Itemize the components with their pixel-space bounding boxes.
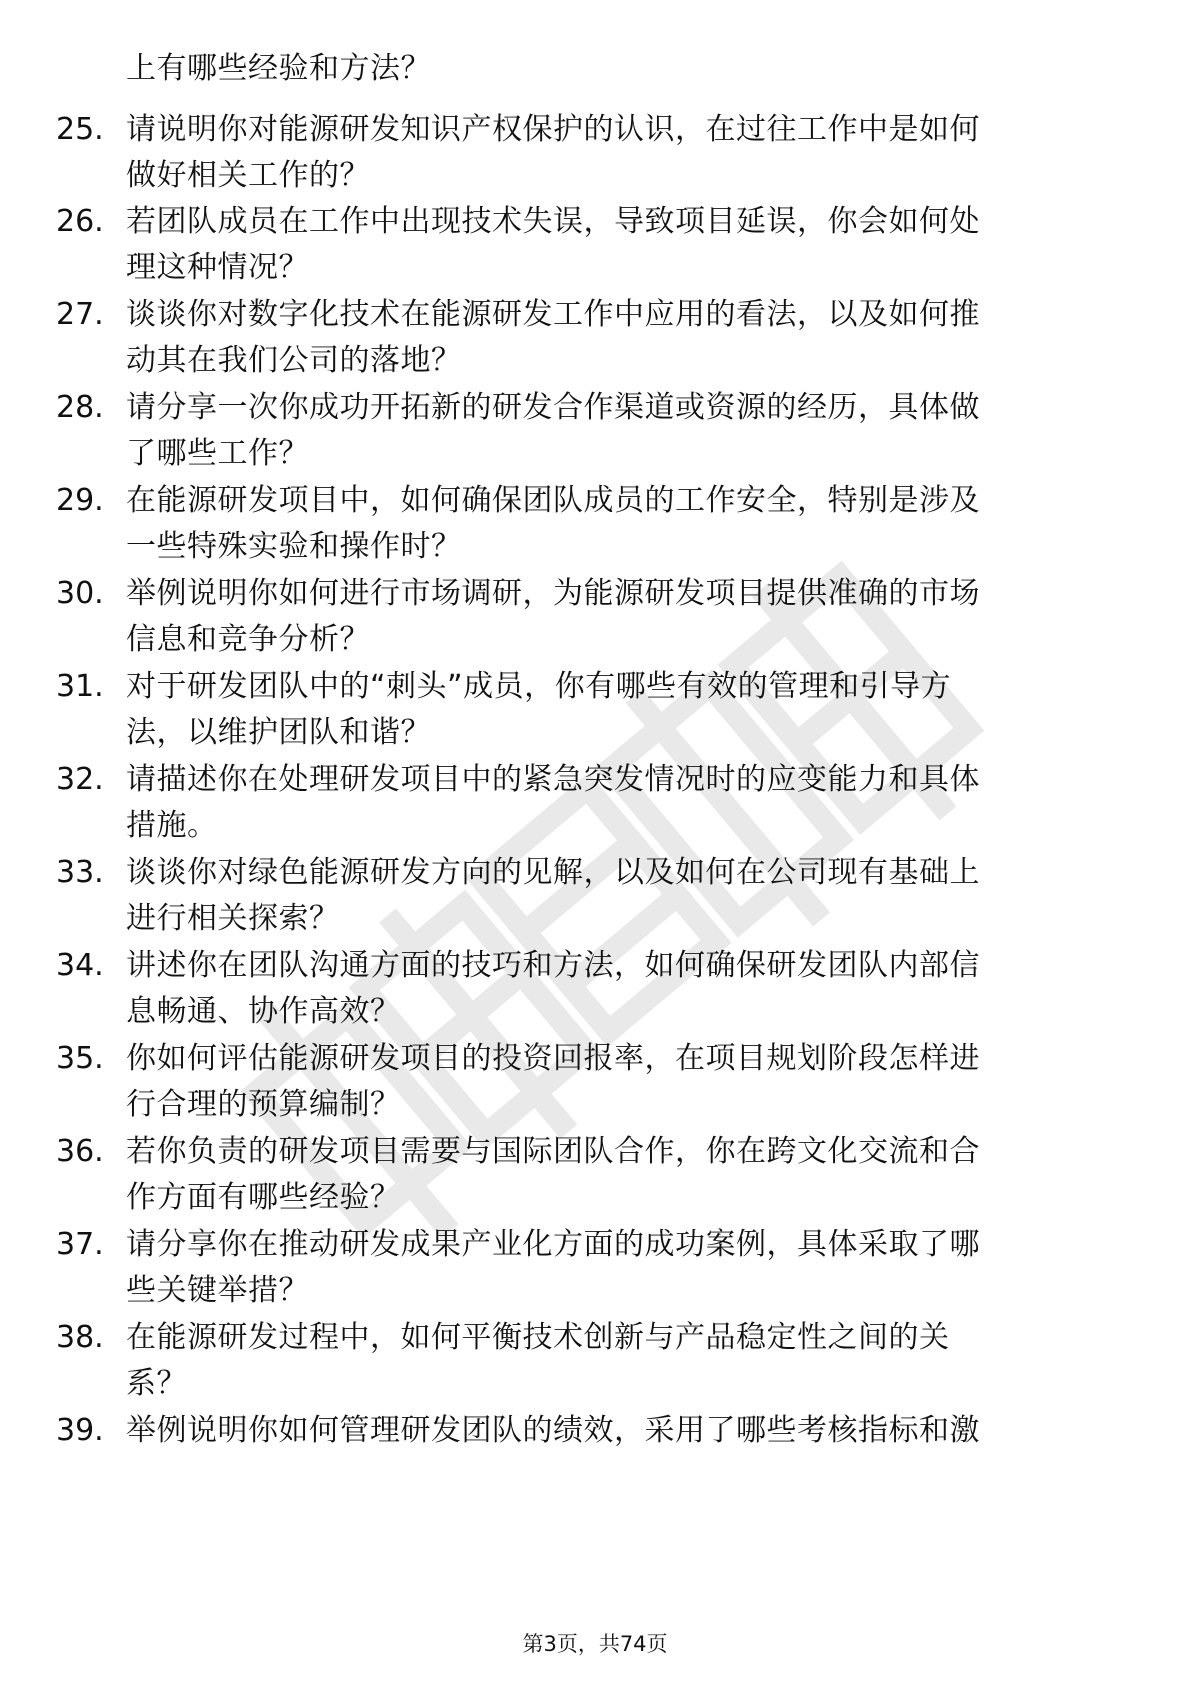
item-text-line: 系？: [126, 1366, 187, 1401]
item-text-line: 息畅通、协作高效？: [126, 994, 401, 1029]
item-text: [126, 943, 1146, 1035]
item-text: [126, 1036, 1146, 1128]
item-text-line: 做好相关工作的？: [126, 158, 370, 193]
item-number: 28.: [56, 390, 104, 425]
item-number: 37.: [56, 1227, 104, 1262]
item-number: 33.: [56, 855, 104, 890]
item-text-line: 行合理的预算编制？: [126, 1087, 401, 1122]
item-number: 38.: [56, 1320, 104, 1355]
item-text: [126, 1222, 1146, 1314]
item-text-line: 些关键举措？: [126, 1273, 309, 1308]
item-text: [126, 292, 1146, 384]
item-text-line: 理这种情况？: [126, 250, 309, 285]
item-text-line: 请分享一次你成功开拓新的研发合作渠道或资源的经历，具体做: [126, 390, 980, 425]
item-text-line: 谈谈你对绿色能源研发方向的见解，以及如何在公司现有基础上: [126, 855, 980, 890]
item-text-line: 讲述你在团队沟通方面的技巧和方法，如何确保研发团队内部信: [126, 948, 980, 983]
item-text-line: 上有哪些经验和方法？: [126, 51, 431, 86]
item-number: 30.: [56, 576, 104, 611]
item-number: 27.: [56, 297, 104, 332]
item-text-line: 在能源研发过程中，如何平衡技术创新与产品稳定性之间的关: [126, 1320, 950, 1355]
item-number: 29.: [56, 483, 104, 518]
item-text-line: 请描述你在处理研发项目中的紧急突发情况时的应变能力和具体: [126, 762, 980, 797]
item-text-line: 作方面有哪些经验？: [126, 1180, 401, 1215]
item-text-line: 若你负责的研发项目需要与国际团队合作，你在跨文化交流和合: [126, 1134, 980, 1169]
item-number: 35.: [56, 1041, 104, 1076]
item-text-line: 举例说明你如何管理研发团队的绩效，采用了哪些考核指标和激: [126, 1413, 980, 1448]
item-text: [126, 664, 1146, 756]
item-text-line: 请说明你对能源研发知识产权保护的认识，在过往工作中是如何: [126, 112, 980, 147]
item-text: [126, 1129, 1146, 1221]
item-text-line: 在能源研发项目中，如何确保团队成员的工作安全，特别是涉及: [126, 483, 980, 518]
item-text: [126, 571, 1146, 663]
item-number: 26.: [56, 204, 104, 239]
page-number-footer: 第3页，共74页: [522, 1632, 668, 1656]
item-text-line: 信息和竞争分析？: [126, 622, 370, 657]
item-text: [126, 1408, 1146, 1454]
item-text: [126, 850, 1146, 942]
item-text-line: 了哪些工作？: [126, 436, 309, 471]
item-number: 34.: [56, 948, 104, 983]
item-number: 31.: [56, 669, 104, 704]
item-text-line: 请分享你在推动研发成果产业化方面的成功案例，具体采取了哪: [126, 1227, 980, 1262]
item-text: [126, 757, 1146, 849]
item-text: [126, 478, 1146, 570]
item-number: 25.: [56, 112, 104, 147]
item-text-line: 措施。: [126, 808, 218, 843]
item-text-line: 进行相关探索？: [126, 901, 340, 936]
item-text: [126, 107, 1146, 199]
item-text-line: 若团队成员在工作中出现技术失误，导致项目延误，你会如何处: [126, 204, 980, 239]
item-text-line: 对于研发团队中的“刺头”成员，你有哪些有效的管理和引导方: [126, 669, 952, 704]
item-text-line: 谈谈你对数字化技术在能源研发工作中应用的看法，以及如何推: [126, 297, 980, 332]
item-text-line: 一些特殊实验和操作时？: [126, 529, 462, 564]
item-text: [126, 1315, 1146, 1407]
item-text: [126, 46, 1146, 92]
item-text: [126, 385, 1146, 477]
item-text-line: 举例说明你如何进行市场调研，为能源研发项目提供准确的市场: [126, 576, 980, 611]
item-text-line: 法，以维护团队和谐？: [126, 715, 431, 750]
item-text: [126, 199, 1146, 291]
item-number: 32.: [56, 762, 104, 797]
item-number: 39.: [56, 1413, 104, 1448]
item-text-line: 动其在我们公司的落地？: [126, 343, 462, 378]
item-text-line: 你如何评估能源研发项目的投资回报率，在项目规划阶段怎样进: [126, 1041, 980, 1076]
item-number: 36.: [56, 1134, 104, 1169]
